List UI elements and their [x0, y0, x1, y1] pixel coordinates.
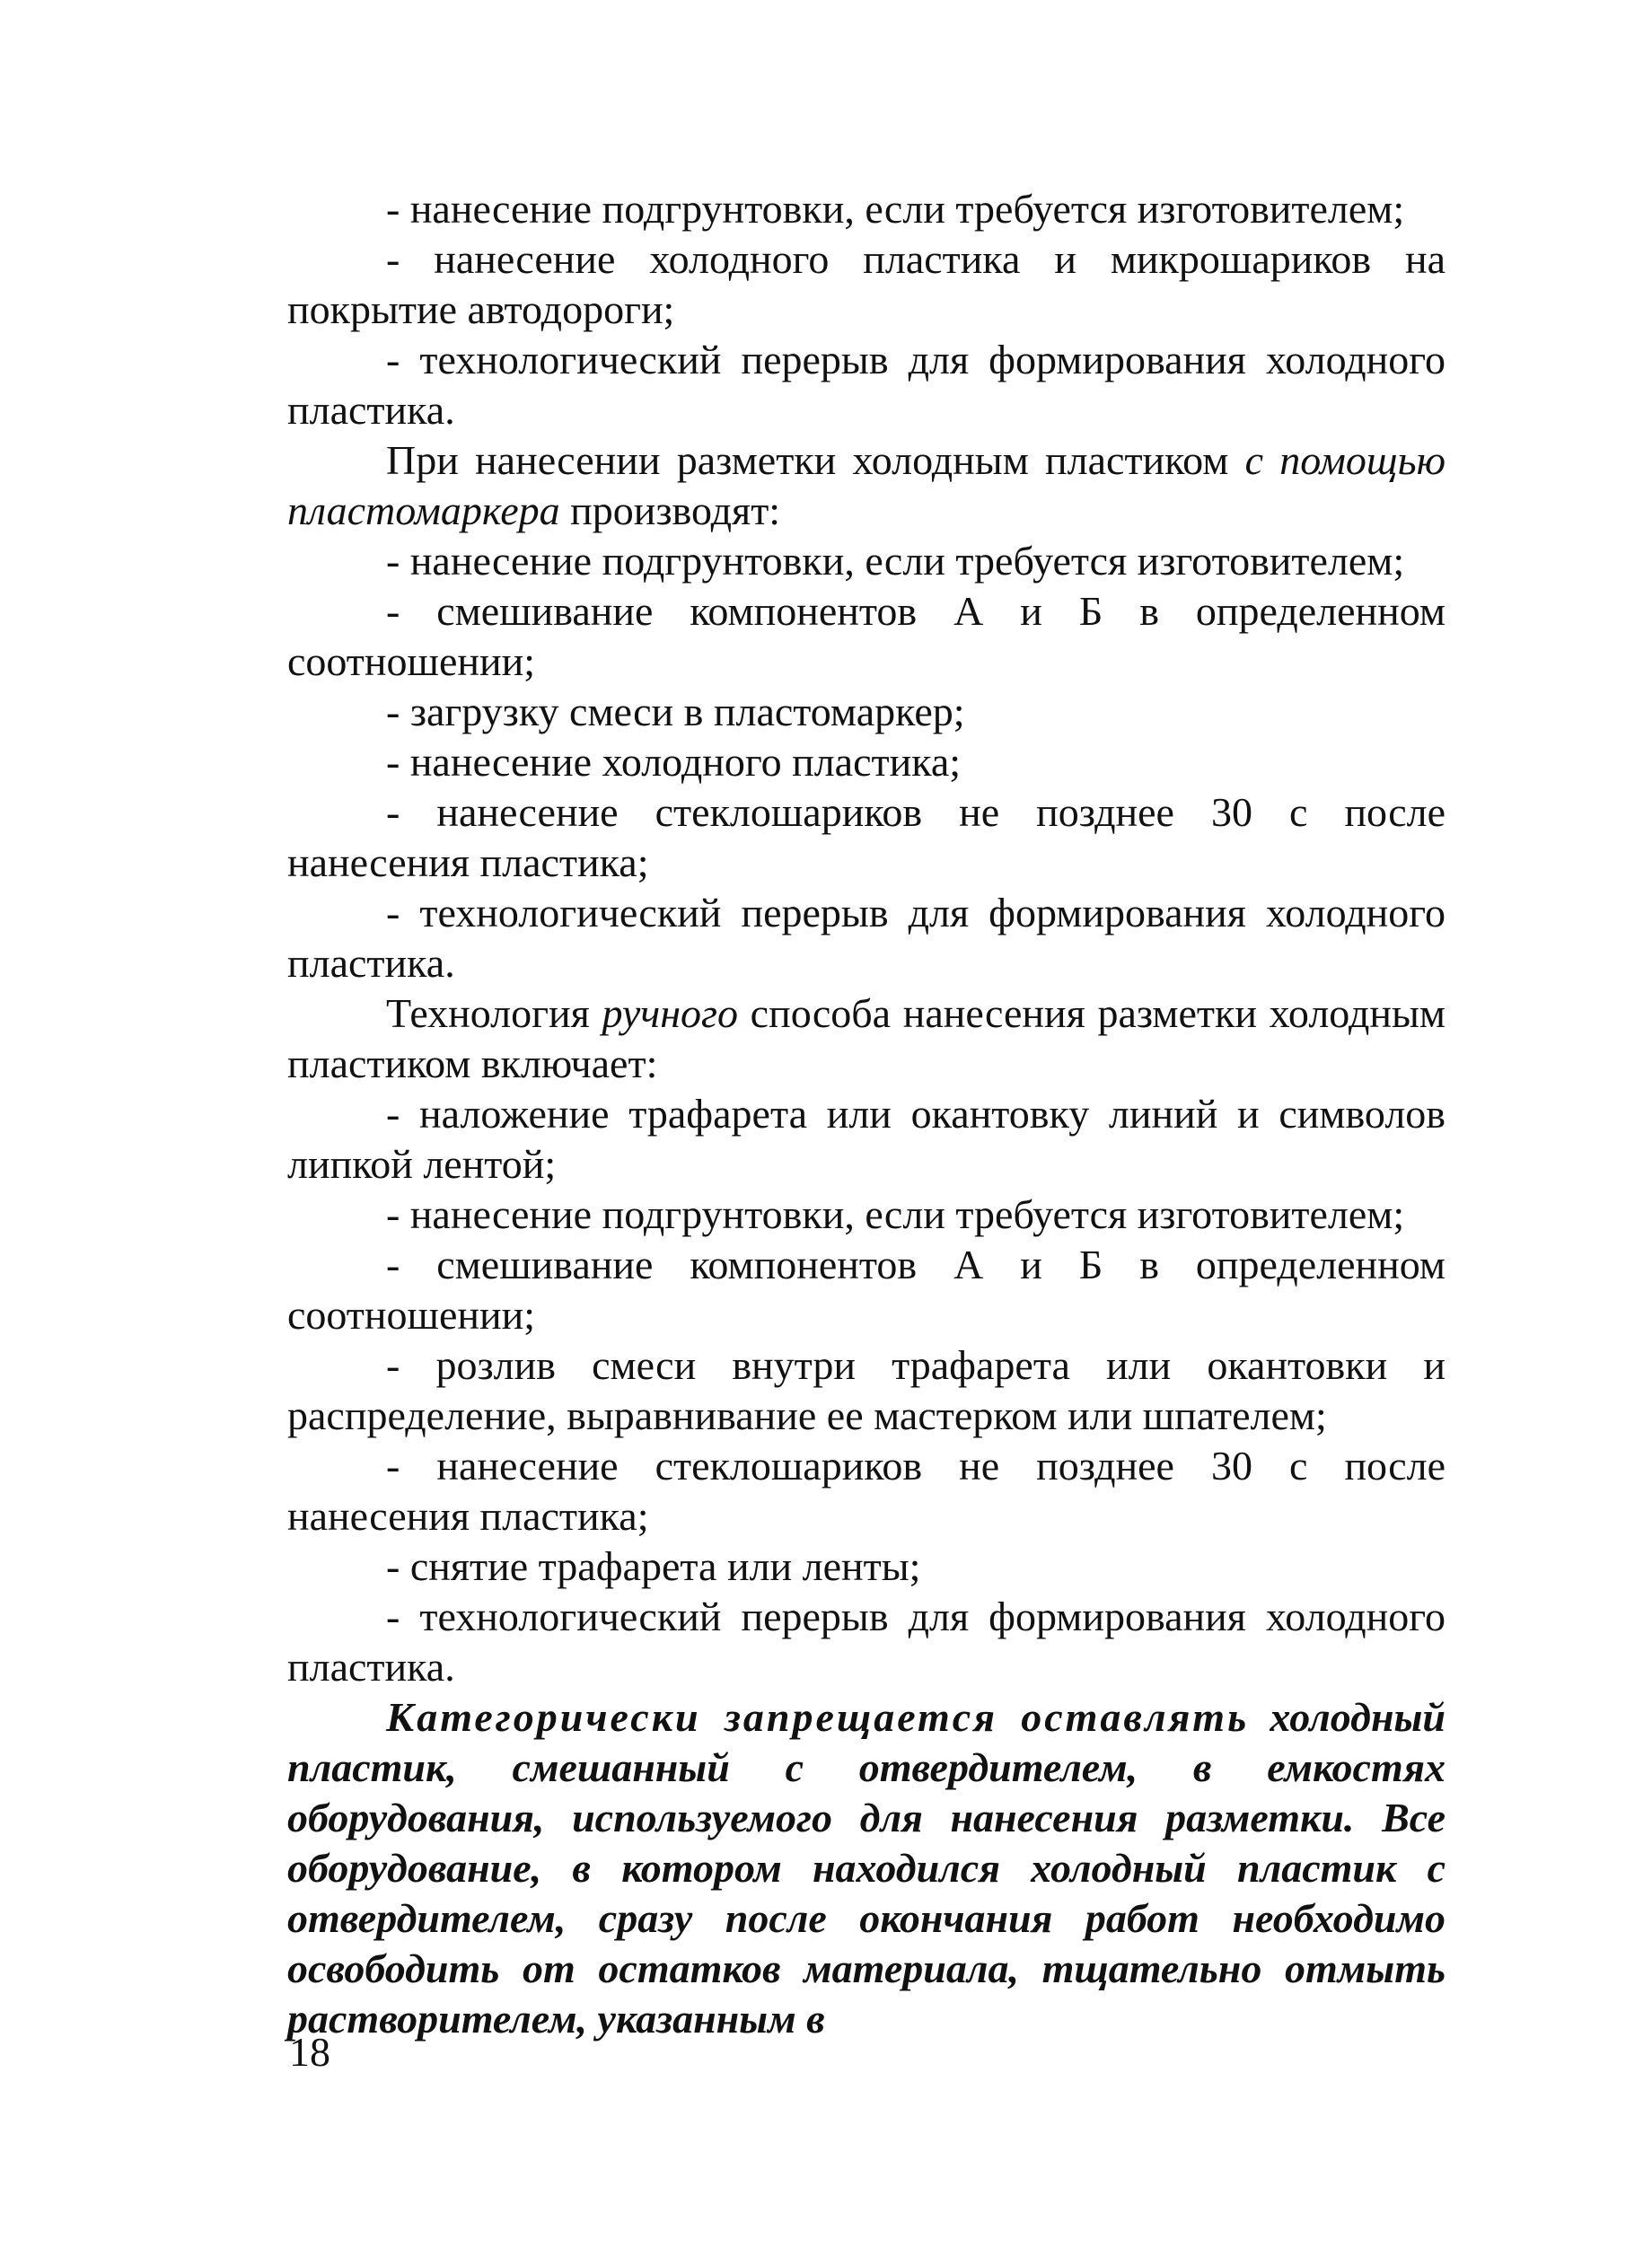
intro-manual-emphasis: ручного: [602, 990, 738, 1036]
intro-marker-paragraph: [287, 435, 1446, 536]
warning-paragraph: [287, 1692, 1446, 2044]
list-item: - нанесение холодного пластика и микрошариков на покрытие автодороги;: [287, 236, 1446, 332]
intro-marker-after: производят:: [559, 487, 781, 533]
list-item: - технологический перерыв для формирования холодного пластика.: [287, 1594, 1446, 1690]
document-page: [287, 184, 1446, 2044]
page-number: 18: [289, 2029, 330, 2075]
intro-manual-after: способа нанесения разметки холодным пластиком включает:: [287, 990, 1446, 1086]
warning-lead: Категорически запрещается оставлять: [386, 1694, 1250, 1740]
intro-marker-emphasis: с помощью пластомаркера: [287, 437, 1446, 533]
list-item: - технологический перерыв для формирования холодного пластика.: [287, 337, 1446, 433]
intro-manual-before: Технология: [386, 990, 602, 1036]
list-item: - нанесение подгрунтовки, если требуется изготовителем;: [386, 186, 1405, 232]
list-item: - нанесение холодного пластика;: [386, 739, 962, 785]
list-item: - снятие трафарета или ленты;: [386, 1543, 921, 1589]
list-item: - нанесение подгрунтовки, если требуется изготовителем;: [386, 538, 1405, 584]
list-item: - нанесение подгрунтовки, если требуется изготовителем;: [386, 1191, 1405, 1237]
list-item: - технологический перерыв для формирования холодного пластика.: [287, 890, 1446, 986]
list-item: - смешивание компонентов А и Б в определенном соотношении;: [287, 1242, 1446, 1338]
intro-manual-paragraph: [287, 988, 1446, 1089]
list-item: - наложение трафарета или окантовку линий и символов липкой лентой;: [287, 1091, 1446, 1187]
list-item: - нанесение стеклошариков не позднее 30 с после нанесения пластика;: [287, 1443, 1446, 1539]
list-item: - розлив смеси внутри трафарета или окантовки и распределение, выравнивание ее мастерком или шпателем;: [287, 1342, 1446, 1438]
warning-rest: холодный пластик, смешанный с отвердителем, в емкостях оборудования, используемого для нанесения разметки. Все оборудование, в котором находился холодный пластик с отвердителем, сразу после окончания работ необходимо освободить от остатков материала, тщательно отмыть растворителем, указанным в: [287, 1694, 1446, 2042]
list-item: - загрузку смеси в пластомаркер;: [386, 689, 965, 734]
list-item: - смешивание компонентов А и Б в определенном соотношении;: [287, 588, 1446, 684]
list-item: - нанесение стеклошариков не позднее 30 с после нанесения пластика;: [287, 789, 1446, 885]
intro-marker-before: При нанесении разметки холодным пластиком: [386, 437, 1245, 483]
